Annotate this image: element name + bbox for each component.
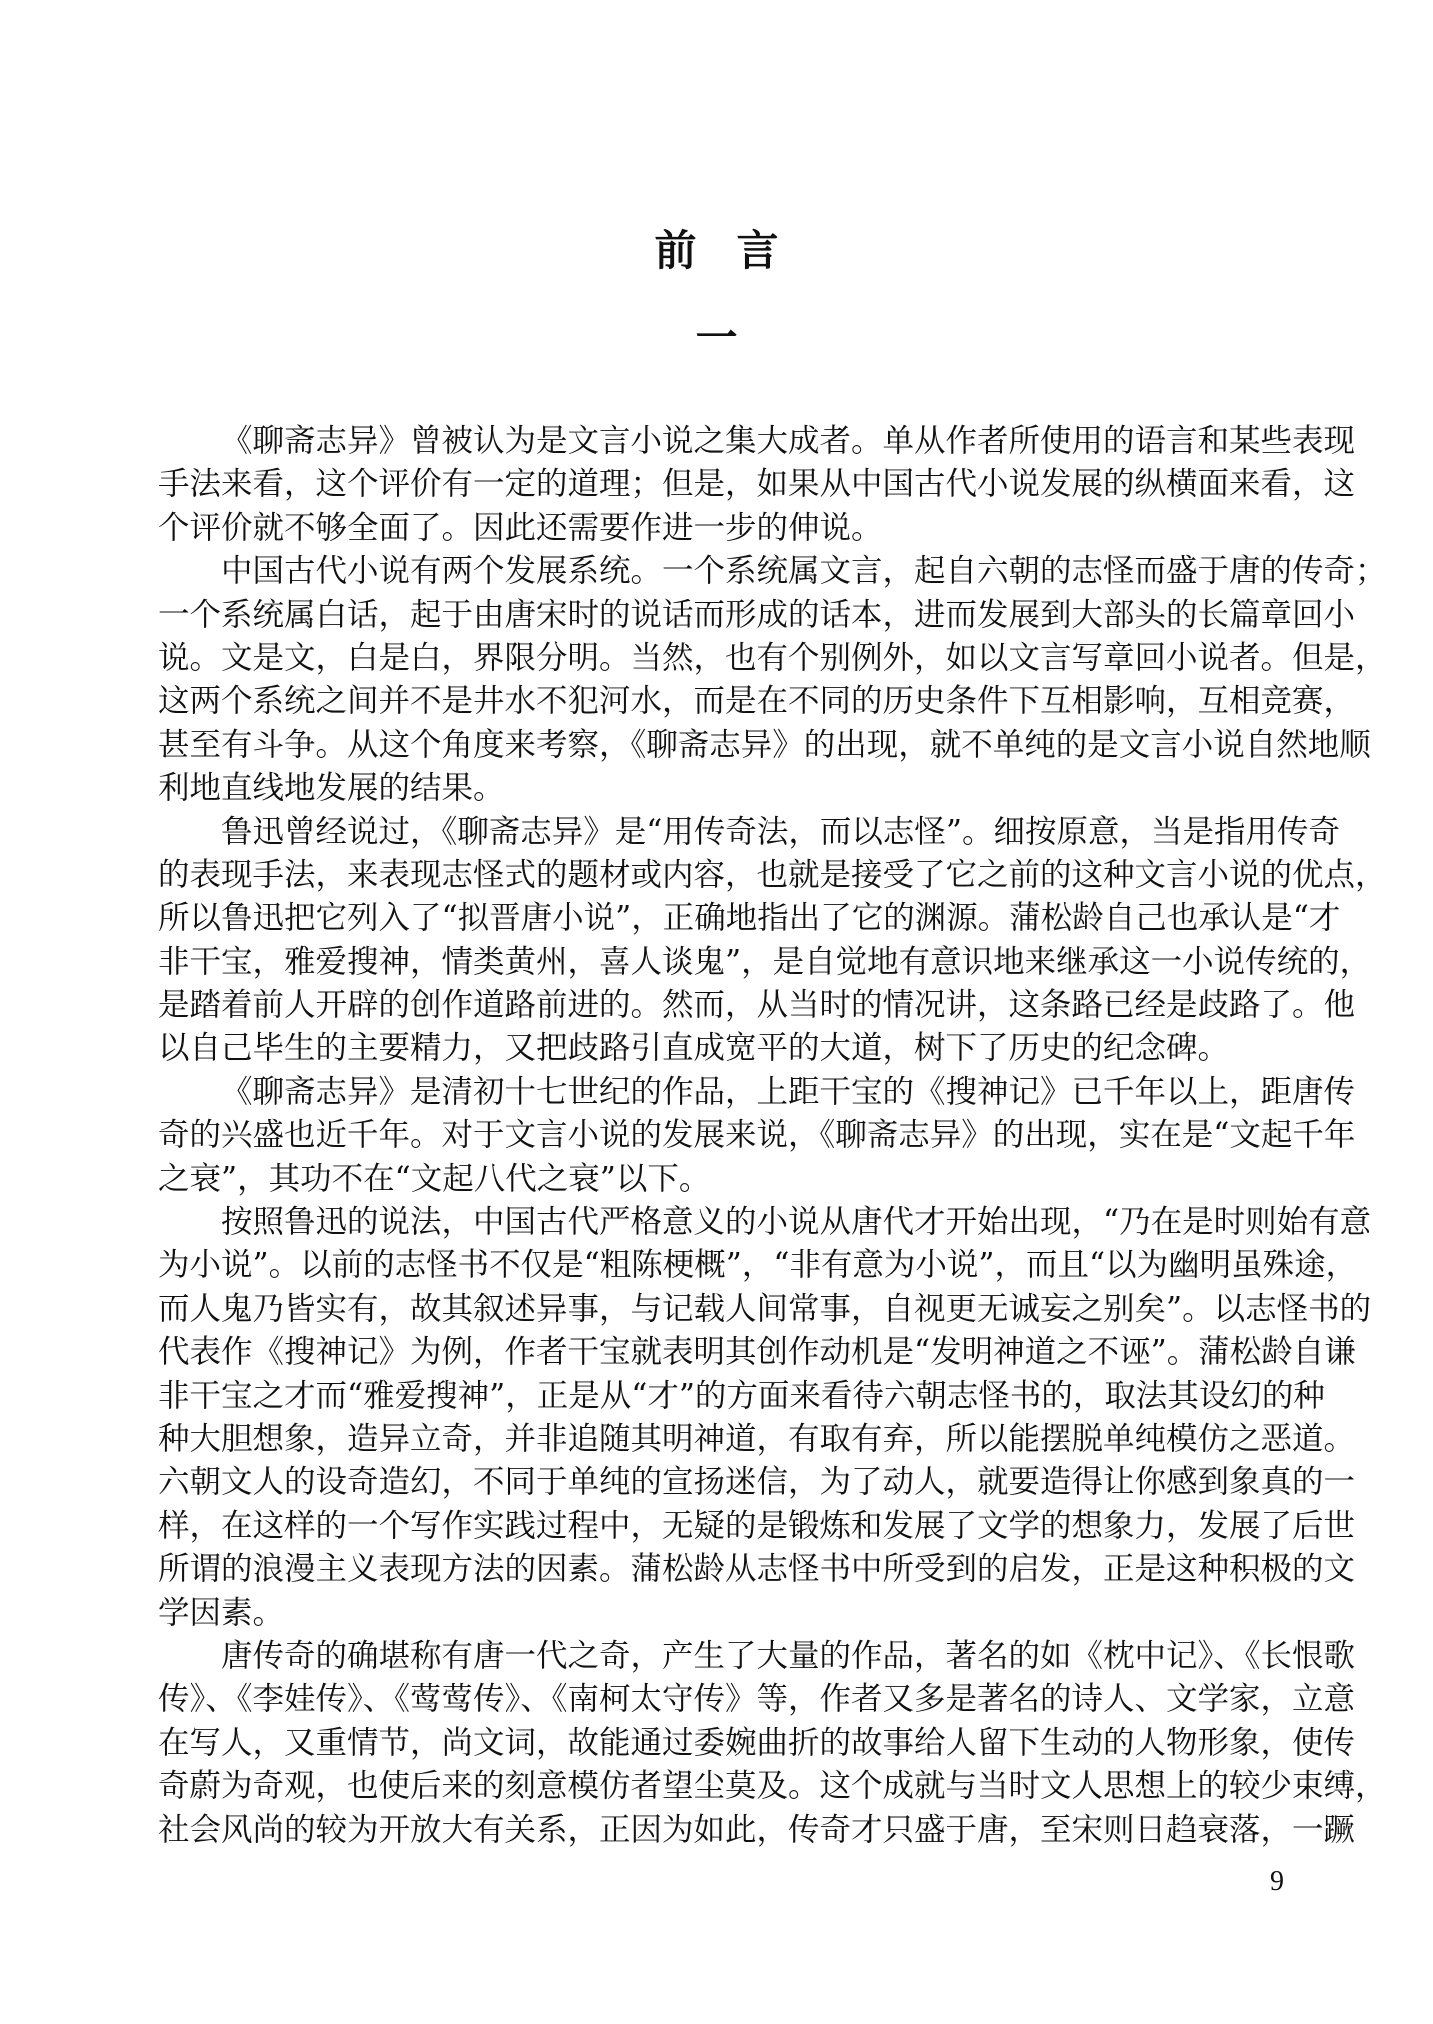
text-line: 传》、《李娃传》、《莺莺传》、《南柯太守传》等，作者又多是著名的诗人、文学家，立意: [158, 1681, 1356, 1718]
page-number: 9: [1270, 1866, 1284, 1897]
text-line: 这两个系统之间并不是井水不犯河水，而是在不同的历史条件下互相影响，互相竞赛，: [158, 683, 1356, 720]
text-line: 代表作《搜神记》为例，作者干宝就表明其创作动机是“发明神道之不诬”。蒲松龄自谦: [158, 1334, 1356, 1371]
paragraph: [158, 811, 1387, 1071]
text-line: 为小说”。以前的志怪书不仅是“粗陈梗概”，“非有意为小说”，而且“以为幽明虽殊途，: [158, 1247, 1358, 1284]
text-line: 以自己毕生的主要精力，又把歧路引直成宽平的大道，树下了历史的纪念碑。: [158, 1030, 1230, 1067]
text-line: 之衰”，其功不在“文起八代之衰”以下。: [158, 1160, 711, 1197]
paragraph: [158, 1071, 1356, 1201]
section-number: 一: [695, 313, 738, 362]
text-line: 的表现手法，来表现志怪式的题材或内容，也就是接受了它之前的这种文言小说的优点，: [158, 856, 1387, 893]
paragraph: [158, 550, 1387, 810]
text-line: 在写人，又重情节，尚文词，故能通过委婉曲折的故事给人留下生动的人物形象，使传: [158, 1724, 1356, 1761]
text-line: 非干宝之才而“雅爱搜神”，正是从“才”的方面来看待六朝志怪书的，取法其设幻的种: [158, 1377, 1325, 1414]
text-line: 《聊斋志异》是清初十七世纪的作品，上距干宝的《搜神记》已千年以上，距唐传: [221, 1073, 1356, 1110]
text-line: 所以鲁迅把它列入了“拟晋唐小说”，正确地指出了它的渊源。蒲松龄自己也承认是“才: [158, 900, 1341, 937]
text-line: 非干宝，雅爱搜神，情类黄州，喜人谈鬼”，是自觉地有意识地来继承这一小说传统的，: [158, 943, 1372, 980]
text-line: 样，在这样的一个写作实践过程中，无疑的是锻炼和发展了文学的想象力，发展了后世: [158, 1507, 1356, 1544]
text-line: 是踏着前人开辟的创作道路前进的。然而，从当时的情况讲，这条路已经是歧路了。他: [158, 987, 1356, 1024]
text-line: 所谓的浪漫主义表现方法的因素。蒲松龄从志怪书中所受到的启发，正是这种积极的文: [158, 1551, 1356, 1588]
text-line: 唐传奇的确堪称有唐一代之奇，产生了大量的作品，著名的如《枕中记》、《长恨歌: [221, 1637, 1356, 1674]
text-line: 说。文是文，白是白，界限分明。当然，也有个别例外，如以文言写章回小说者。但是，: [158, 639, 1387, 676]
text-line: 中国古代小说有两个发展系统。一个系统属文言，起自六朝的志怪而盛于唐的传奇；: [221, 553, 1387, 590]
text-line: 六朝文人的设奇造幻，不同于单纯的宣扬迷信，为了动人，就要造得让你感到象真的一: [158, 1464, 1356, 1501]
text-line: 种大胆想象，造异立奇，并非追随其明神道，有取有弃，所以能摆脱单纯模仿之恶道。: [158, 1420, 1356, 1457]
text-line: 《聊斋志异》曾被认为是文言小说之集大成者。单从作者所使用的语言和某些表现: [221, 423, 1356, 459]
text-line: 按照鲁迅的说法，中国古代严格意义的小说从唐代才开始出现，“乃在是时则始有意: [221, 1204, 1372, 1241]
text-line: 奇蔚为奇观，也使后来的刻意模仿者望尘莫及。这个成就与当时文人思想上的较少束缚，: [158, 1768, 1387, 1805]
paragraph: [158, 420, 1356, 550]
text-line: 利地直线地发展的结果。: [158, 770, 505, 807]
text-line: 学因素。: [158, 1594, 285, 1631]
paragraph: [158, 1635, 1387, 1852]
text-line: 鲁迅曾经说过，《聊斋志异》是“用传奇法，而以志怪”。细按原意，当是指用传奇: [221, 813, 1340, 850]
text-line: 奇的兴盛也近千年。对于文言小说的发展来说，《聊斋志异》的出现，实在是“文起千年: [158, 1117, 1356, 1154]
paragraph: [158, 1201, 1372, 1635]
text-line: 一个系统属白话，起于由唐宋时的说话而形成的话本，进而发展到大部头的长篇章回小: [158, 596, 1356, 633]
text-line: 社会风尚的较为开放大有关系，正因为如此，传奇才只盛于唐，至宋则日趋衰落，一蹶: [158, 1811, 1356, 1848]
text-line: 个评价就不够全面了。因此还需要作进一步的伸说。: [158, 509, 883, 546]
body-text: [158, 420, 1387, 1852]
text-line: 甚至有斗争。从这个角度来考察，《聊斋志异》的出现，就不单纯的是文言小说自然地顺: [158, 726, 1371, 763]
page-title: 前言: [654, 226, 819, 275]
text-line: 手法来看，这个评价有一定的道理；但是，如果从中国古代小说发展的纵横面来看，这: [158, 466, 1356, 503]
text-line: 而人鬼乃皆实有，故其叙述异事，与记载人间常事，自视更无诚妄之别矣”。以志怪书的: [158, 1290, 1372, 1327]
